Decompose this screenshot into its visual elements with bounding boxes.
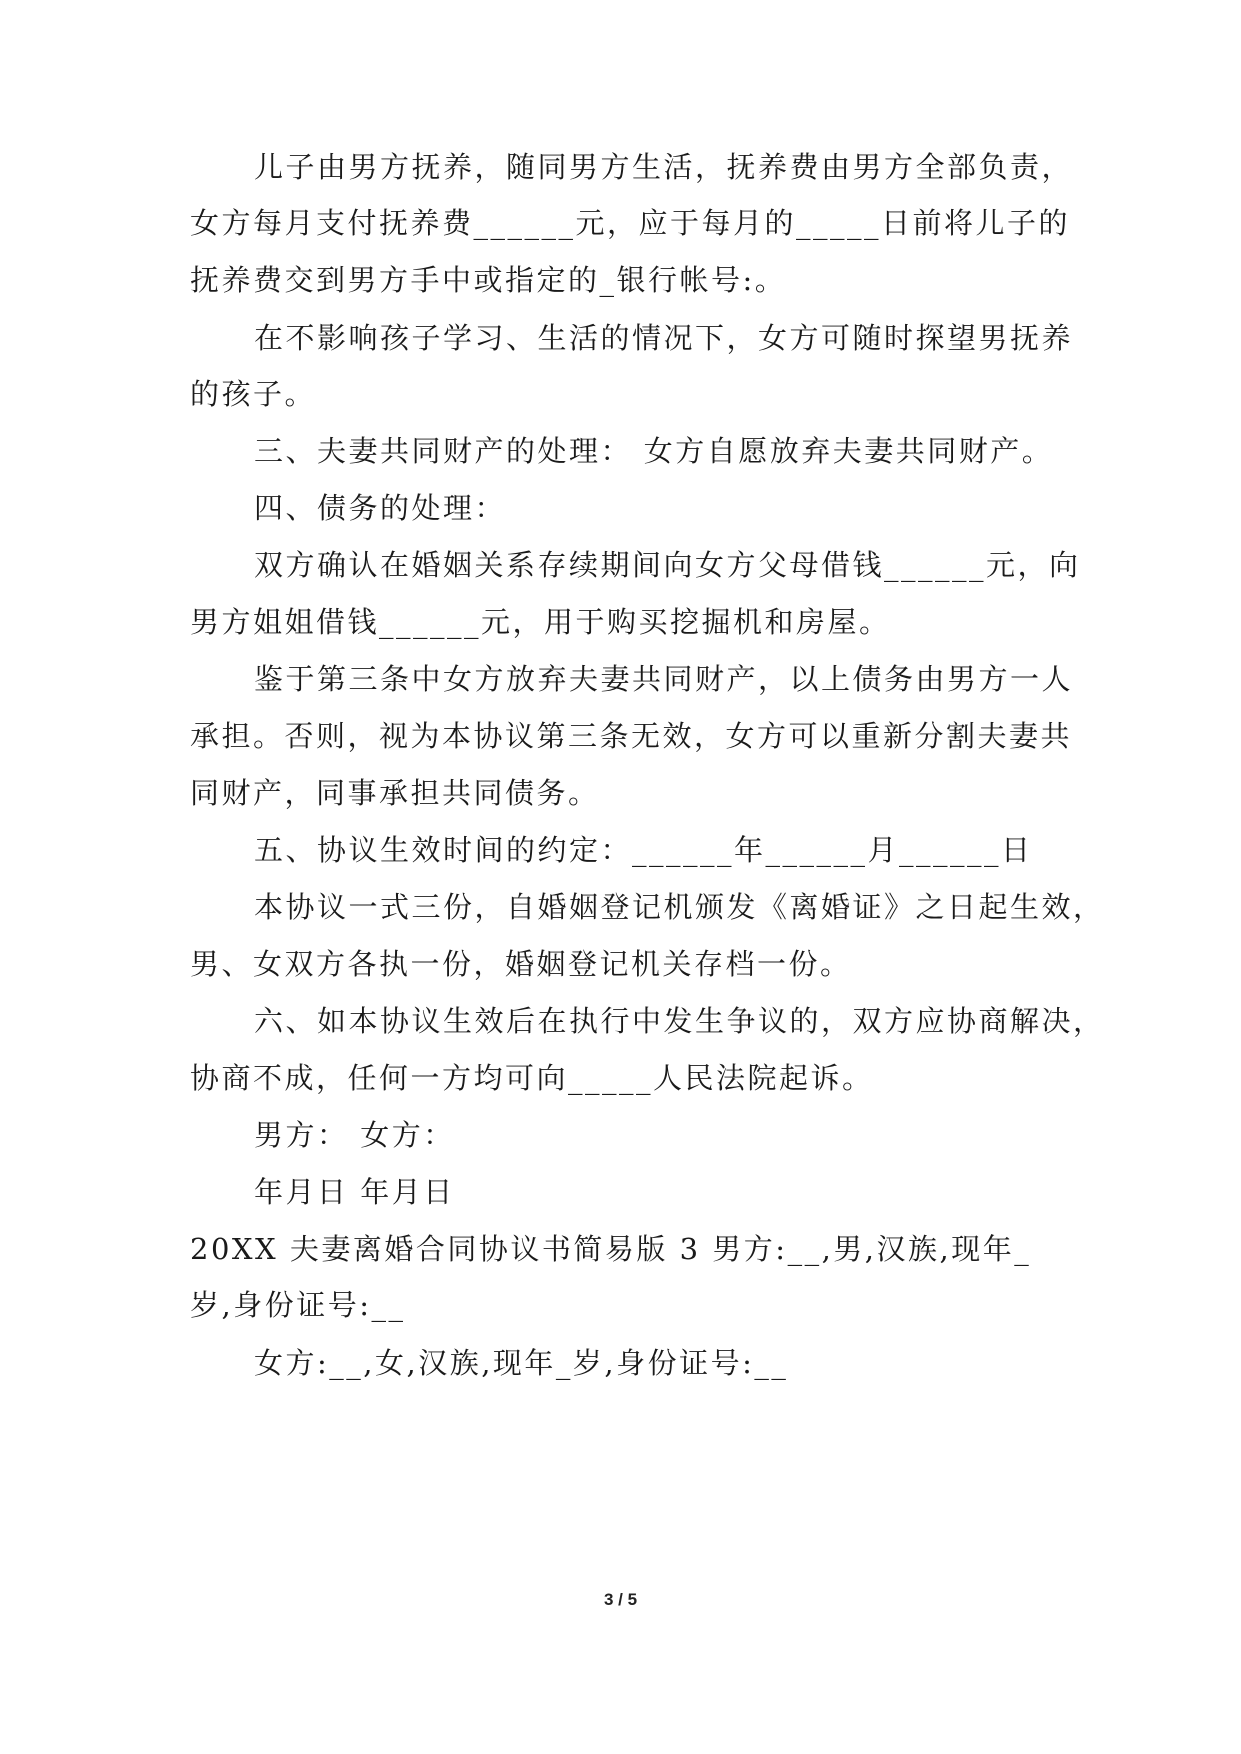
paragraph-line: 在不影响孩子学习、生活的情况下，女方可随时探望男抚养 [254, 321, 1074, 355]
section-heading-3: 三、夫妻共同财产的处理： 女方自愿放弃夫妻共同财产。 [254, 434, 1054, 468]
document-title-line: 20XX 夫妻离婚合同协议书简易版 3 男方:__,男,汉族,现年_ [190, 1232, 1032, 1266]
paragraph-line: 双方确认在婚姻关系存续期间向女方父母借钱______元，向 [254, 548, 1081, 582]
paragraph-line: 承担。否则，视为本协议第三条无效，女方可以重新分割夫妻共 [190, 719, 1073, 753]
paragraph-line: 本协议一式三份，自婚姻登记机颁发《离婚证》之日起生效， [254, 890, 1105, 924]
signature-dates: 年月日 年月日 [254, 1175, 455, 1209]
paragraph-line: 抚养费交到男方手中或指定的_银行帐号:。 [190, 263, 787, 297]
section-heading-4: 四、债务的处理： [254, 491, 507, 525]
signature-labels: 男方： 女方： [254, 1118, 455, 1152]
paragraph-line: 女方每月支付抚养费______元，应于每月的_____日前将儿子的 [190, 206, 1071, 240]
paragraph-line: 男方姐姐借钱______元，用于购买挖掘机和房屋。 [190, 605, 891, 639]
section-heading-6: 六、如本协议生效后在执行中发生争议的，双方应协商解决， [254, 1004, 1105, 1038]
section-heading-5: 五、协议生效时间的约定：______年______月______日 [254, 833, 1033, 867]
paragraph-line: 协商不成，任何一方均可向_____人民法院起诉。 [190, 1061, 874, 1095]
paragraph-line: 岁,身份证号:__ [190, 1288, 406, 1322]
paragraph-line: 鉴于第三条中女方放弃夫妻共同财产，以上债务由男方一人 [254, 662, 1074, 696]
paragraph-line: 同财产，同事承担共同债务。 [190, 776, 600, 810]
paragraph-line: 儿子由男方抚养，随同男方生活，抚养费由男方全部负责， [254, 150, 1074, 184]
paragraph-line: 的孩子。 [190, 377, 317, 411]
paragraph-line: 男、女双方各执一份，婚姻登记机关存档一份。 [190, 947, 852, 981]
paragraph-line: 女方:__,女,汉族,现年_岁,身份证号:__ [254, 1346, 789, 1380]
page-number: 3 / 5 [603, 1590, 638, 1609]
